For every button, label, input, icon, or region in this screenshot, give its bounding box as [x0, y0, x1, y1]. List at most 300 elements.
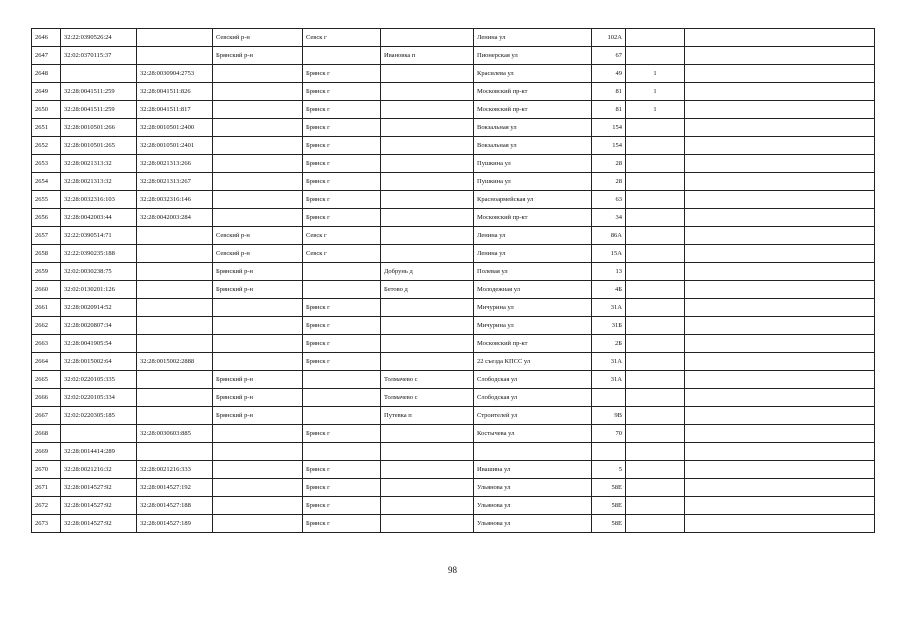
street-cell: Ленина ул — [474, 29, 592, 47]
district-cell — [213, 137, 303, 155]
settlement-cell: Добрунь д — [381, 263, 474, 281]
district-cell: Севский р-н — [213, 245, 303, 263]
row-number-cell: 2657 — [32, 227, 61, 245]
street-cell: Молодежная ул — [474, 281, 592, 299]
house-number-cell: 102А — [592, 29, 626, 47]
cadastral-number-cell: 32:28:0021216:32 — [61, 461, 137, 479]
apartment-cell — [626, 191, 685, 209]
row-number-cell: 2654 — [32, 173, 61, 191]
table-row — [32, 65, 875, 83]
street-cell: Мичурина ул — [474, 317, 592, 335]
apartment-cell — [626, 407, 685, 425]
row-number-cell: 2655 — [32, 191, 61, 209]
settlement-cell — [381, 479, 474, 497]
building-cadastral-number-cell — [137, 389, 213, 407]
row-number-cell: 2665 — [32, 371, 61, 389]
district-cell — [213, 299, 303, 317]
building-cadastral-number-cell: 32:28:0010501:2401 — [137, 137, 213, 155]
district-cell: Брянский р-н — [213, 389, 303, 407]
settlement-cell — [381, 83, 474, 101]
note-cell — [685, 227, 875, 245]
building-cadastral-number-cell: 32:28:0032316:146 — [137, 191, 213, 209]
building-cadastral-number-cell: 32:28:0030904:2753 — [137, 65, 213, 83]
note-cell — [685, 497, 875, 515]
street-cell: Красилева ул — [474, 65, 592, 83]
city-cell: Брянск г — [303, 299, 381, 317]
apartment-cell: 1 — [626, 101, 685, 119]
settlement-cell — [381, 443, 474, 461]
district-cell: Севский р-н — [213, 227, 303, 245]
cadastral-number-cell: 32:28:0041511:259 — [61, 83, 137, 101]
street-cell: Пионерская ул — [474, 47, 592, 65]
note-cell — [685, 191, 875, 209]
building-cadastral-number-cell: 32:28:0041511:817 — [137, 101, 213, 119]
cadastral-number-cell: 32:28:0042003:44 — [61, 209, 137, 227]
building-cadastral-number-cell: 32:28:0030603:885 — [137, 425, 213, 443]
street-cell: Ульянова ул — [474, 515, 592, 533]
cadastral-number-cell: 32:28:0032316:103 — [61, 191, 137, 209]
row-number-cell: 2664 — [32, 353, 61, 371]
apartment-cell: 1 — [626, 83, 685, 101]
row-number-cell: 2656 — [32, 209, 61, 227]
city-cell — [303, 47, 381, 65]
settlement-cell — [381, 65, 474, 83]
city-cell: Брянск г — [303, 119, 381, 137]
house-number-cell: 67 — [592, 47, 626, 65]
apartment-cell — [626, 443, 685, 461]
row-number-cell: 2659 — [32, 263, 61, 281]
house-number-cell: 58Е — [592, 479, 626, 497]
building-cadastral-number-cell — [137, 299, 213, 317]
addresses-table — [31, 28, 875, 533]
note-cell — [685, 299, 875, 317]
cadastral-number-cell: 32:28:0041905:54 — [61, 335, 137, 353]
street-cell: Московский пр-кт — [474, 83, 592, 101]
note-cell — [685, 425, 875, 443]
city-cell: Брянск г — [303, 65, 381, 83]
table-row — [32, 101, 875, 119]
city-cell: Брянск г — [303, 353, 381, 371]
cadastral-number-cell: 32:28:0015002:64 — [61, 353, 137, 371]
apartment-cell — [626, 29, 685, 47]
house-number-cell: 154 — [592, 119, 626, 137]
street-cell: Слободская ул — [474, 371, 592, 389]
apartment-cell — [626, 263, 685, 281]
apartment-cell — [626, 389, 685, 407]
district-cell — [213, 515, 303, 533]
row-number-cell: 2671 — [32, 479, 61, 497]
building-cadastral-number-cell — [137, 407, 213, 425]
house-number-cell — [592, 443, 626, 461]
district-cell — [213, 173, 303, 191]
apartment-cell — [626, 209, 685, 227]
street-cell: Пушкина ул — [474, 155, 592, 173]
table-row — [32, 155, 875, 173]
table-row — [32, 461, 875, 479]
city-cell: Брянск г — [303, 209, 381, 227]
house-number-cell: 28 — [592, 155, 626, 173]
settlement-cell — [381, 515, 474, 533]
street-cell: Костычева ул — [474, 425, 592, 443]
note-cell — [685, 353, 875, 371]
district-cell — [213, 353, 303, 371]
apartment-cell — [626, 353, 685, 371]
city-cell: Брянск г — [303, 155, 381, 173]
row-number-cell: 2670 — [32, 461, 61, 479]
note-cell — [685, 263, 875, 281]
house-number-cell: 5 — [592, 461, 626, 479]
building-cadastral-number-cell: 32:28:0010501:2400 — [137, 119, 213, 137]
note-cell — [685, 155, 875, 173]
house-number-cell: 4Б — [592, 281, 626, 299]
row-number-cell: 2667 — [32, 407, 61, 425]
note-cell — [685, 461, 875, 479]
district-cell — [213, 461, 303, 479]
house-number-cell: 31Б — [592, 317, 626, 335]
district-cell: Севский р-н — [213, 29, 303, 47]
apartment-cell — [626, 371, 685, 389]
city-cell: Севск г — [303, 227, 381, 245]
settlement-cell — [381, 119, 474, 137]
row-number-cell: 2650 — [32, 101, 61, 119]
settlement-cell — [381, 461, 474, 479]
district-cell — [213, 119, 303, 137]
city-cell — [303, 281, 381, 299]
street-cell: Ленина ул — [474, 245, 592, 263]
apartment-cell — [626, 173, 685, 191]
house-number-cell: 31А — [592, 353, 626, 371]
building-cadastral-number-cell — [137, 263, 213, 281]
settlement-cell — [381, 173, 474, 191]
note-cell — [685, 281, 875, 299]
district-cell — [213, 83, 303, 101]
house-number-cell: 81 — [592, 101, 626, 119]
apartment-cell — [626, 335, 685, 353]
city-cell: Брянск г — [303, 137, 381, 155]
row-number-cell: 2661 — [32, 299, 61, 317]
table-row — [32, 263, 875, 281]
apartment-cell — [626, 461, 685, 479]
table-row — [32, 515, 875, 533]
table-row — [32, 353, 875, 371]
street-cell: 22 съезда КПСС ул — [474, 353, 592, 371]
building-cadastral-number-cell — [137, 281, 213, 299]
city-cell: Брянск г — [303, 479, 381, 497]
row-number-cell: 2666 — [32, 389, 61, 407]
note-cell — [685, 101, 875, 119]
district-cell: Брянский р-н — [213, 371, 303, 389]
district-cell — [213, 191, 303, 209]
note-cell — [685, 407, 875, 425]
cadastral-number-cell: 32:02:0220105:335 — [61, 371, 137, 389]
table-row — [32, 299, 875, 317]
house-number-cell: 31А — [592, 299, 626, 317]
table-row — [32, 479, 875, 497]
city-cell: Брянск г — [303, 173, 381, 191]
note-cell — [685, 371, 875, 389]
cadastral-number-cell: 32:28:0014527:92 — [61, 497, 137, 515]
building-cadastral-number-cell: 32:28:0042003:284 — [137, 209, 213, 227]
building-cadastral-number-cell — [137, 29, 213, 47]
city-cell: Брянск г — [303, 191, 381, 209]
street-cell: Ульянова ул — [474, 479, 592, 497]
row-number-cell: 2672 — [32, 497, 61, 515]
cadastral-number-cell — [61, 65, 137, 83]
apartment-cell: 1 — [626, 65, 685, 83]
cadastral-number-cell: 32:22:0390235:188 — [61, 245, 137, 263]
city-cell: Брянск г — [303, 497, 381, 515]
settlement-cell — [381, 209, 474, 227]
settlement-cell: Толмачево с — [381, 389, 474, 407]
building-cadastral-number-cell — [137, 371, 213, 389]
table-row — [32, 191, 875, 209]
street-cell: Слободская ул — [474, 389, 592, 407]
table-row — [32, 317, 875, 335]
note-cell — [685, 443, 875, 461]
house-number-cell: 58Е — [592, 515, 626, 533]
district-cell — [213, 479, 303, 497]
district-cell: Брянский р-н — [213, 281, 303, 299]
house-number-cell: 86А — [592, 227, 626, 245]
house-number-cell: 81 — [592, 83, 626, 101]
house-number-cell: 2Б — [592, 335, 626, 353]
street-cell — [474, 443, 592, 461]
row-number-cell: 2668 — [32, 425, 61, 443]
cadastral-number-cell: 32:28:0010501:265 — [61, 137, 137, 155]
note-cell — [685, 29, 875, 47]
district-cell — [213, 65, 303, 83]
apartment-cell — [626, 227, 685, 245]
house-number-cell: 70 — [592, 425, 626, 443]
city-cell — [303, 389, 381, 407]
city-cell: Брянск г — [303, 461, 381, 479]
cadastral-number-cell: 32:02:0220105:334 — [61, 389, 137, 407]
house-number-cell: 34 — [592, 209, 626, 227]
cadastral-number-cell: 32:28:0041511:259 — [61, 101, 137, 119]
settlement-cell — [381, 317, 474, 335]
district-cell: Брянский р-н — [213, 407, 303, 425]
row-number-cell: 2653 — [32, 155, 61, 173]
row-number-cell: 2662 — [32, 317, 61, 335]
street-cell: Мичурина ул — [474, 299, 592, 317]
city-cell — [303, 407, 381, 425]
building-cadastral-number-cell: 32:28:0021313:266 — [137, 155, 213, 173]
city-cell: Севск г — [303, 29, 381, 47]
row-number-cell: 2652 — [32, 137, 61, 155]
street-cell: Ленина ул — [474, 227, 592, 245]
house-number-cell — [592, 389, 626, 407]
note-cell — [685, 83, 875, 101]
table-row — [32, 137, 875, 155]
row-number-cell: 2648 — [32, 65, 61, 83]
apartment-cell — [626, 119, 685, 137]
city-cell — [303, 263, 381, 281]
table-row — [32, 407, 875, 425]
page-number: 98 — [448, 565, 457, 575]
city-cell: Брянск г — [303, 425, 381, 443]
district-cell — [213, 335, 303, 353]
apartment-cell — [626, 137, 685, 155]
apartment-cell — [626, 497, 685, 515]
cadastral-number-cell: 32:02:0220305:185 — [61, 407, 137, 425]
table-row — [32, 173, 875, 191]
table-row — [32, 371, 875, 389]
table-row — [32, 389, 875, 407]
house-number-cell: 15А — [592, 245, 626, 263]
cadastral-number-cell: 32:28:0021313:32 — [61, 173, 137, 191]
settlement-cell: Ивановка п — [381, 47, 474, 65]
district-cell: Брянский р-н — [213, 263, 303, 281]
street-cell: Строителей ул — [474, 407, 592, 425]
cadastral-number-cell: 32:28:0014414:289 — [61, 443, 137, 461]
house-number-cell: 58Е — [592, 497, 626, 515]
table-row — [32, 245, 875, 263]
table-row — [32, 29, 875, 47]
house-number-cell: 31А — [592, 371, 626, 389]
building-cadastral-number-cell — [137, 443, 213, 461]
note-cell — [685, 515, 875, 533]
note-cell — [685, 209, 875, 227]
note-cell — [685, 245, 875, 263]
apartment-cell — [626, 299, 685, 317]
settlement-cell — [381, 227, 474, 245]
settlement-cell — [381, 497, 474, 515]
settlement-cell — [381, 155, 474, 173]
cadastral-number-cell: 32:28:0020914:52 — [61, 299, 137, 317]
house-number-cell: 63 — [592, 191, 626, 209]
city-cell: Брянск г — [303, 101, 381, 119]
table-row — [32, 227, 875, 245]
district-cell — [213, 101, 303, 119]
building-cadastral-number-cell — [137, 335, 213, 353]
table-row — [32, 335, 875, 353]
settlement-cell — [381, 299, 474, 317]
settlement-cell — [381, 101, 474, 119]
apartment-cell — [626, 155, 685, 173]
apartment-cell — [626, 425, 685, 443]
street-cell: Московский пр-кт — [474, 335, 592, 353]
note-cell — [685, 173, 875, 191]
building-cadastral-number-cell: 32:28:0014527:192 — [137, 479, 213, 497]
building-cadastral-number-cell: 32:28:0014527:188 — [137, 497, 213, 515]
house-number-cell: 49 — [592, 65, 626, 83]
note-cell — [685, 317, 875, 335]
row-number-cell: 2660 — [32, 281, 61, 299]
cadastral-number-cell: 32:28:0014527:92 — [61, 479, 137, 497]
table-row — [32, 119, 875, 137]
row-number-cell: 2669 — [32, 443, 61, 461]
table-row — [32, 443, 875, 461]
building-cadastral-number-cell: 32:28:0015002:2888 — [137, 353, 213, 371]
note-cell — [685, 119, 875, 137]
row-number-cell: 2647 — [32, 47, 61, 65]
apartment-cell — [626, 281, 685, 299]
street-cell: Вокзальная ул — [474, 119, 592, 137]
settlement-cell — [381, 353, 474, 371]
cadastral-number-cell: 32:02:0030238:75 — [61, 263, 137, 281]
table-row — [32, 209, 875, 227]
cadastral-number-cell — [61, 425, 137, 443]
row-number-cell: 2646 — [32, 29, 61, 47]
settlement-cell: Бетово д — [381, 281, 474, 299]
building-cadastral-number-cell — [137, 245, 213, 263]
building-cadastral-number-cell — [137, 47, 213, 65]
street-cell: Полевая ул — [474, 263, 592, 281]
settlement-cell — [381, 335, 474, 353]
cadastral-number-cell: 32:22:0390514:71 — [61, 227, 137, 245]
note-cell — [685, 479, 875, 497]
street-cell: Московский пр-кт — [474, 209, 592, 227]
district-cell — [213, 209, 303, 227]
apartment-cell — [626, 515, 685, 533]
settlement-cell: Толмачево с — [381, 371, 474, 389]
city-cell: Брянск г — [303, 335, 381, 353]
building-cadastral-number-cell: 32:28:0041511:826 — [137, 83, 213, 101]
building-cadastral-number-cell: 32:28:0014527:189 — [137, 515, 213, 533]
settlement-cell — [381, 245, 474, 263]
city-cell: Брянск г — [303, 515, 381, 533]
cadastral-number-cell: 32:02:0370115:37 — [61, 47, 137, 65]
settlement-cell — [381, 137, 474, 155]
row-number-cell: 2673 — [32, 515, 61, 533]
row-number-cell: 2663 — [32, 335, 61, 353]
street-cell: Ивашина ул — [474, 461, 592, 479]
building-cadastral-number-cell: 32:28:0021313:267 — [137, 173, 213, 191]
city-cell: Брянск г — [303, 83, 381, 101]
table-row — [32, 425, 875, 443]
street-cell: Вокзальная ул — [474, 137, 592, 155]
district-cell — [213, 497, 303, 515]
apartment-cell — [626, 47, 685, 65]
cadastral-number-cell: 32:28:0020807:34 — [61, 317, 137, 335]
house-number-cell: 9В — [592, 407, 626, 425]
settlement-cell — [381, 191, 474, 209]
apartment-cell — [626, 317, 685, 335]
street-cell: Московский пр-кт — [474, 101, 592, 119]
cadastral-number-cell: 32:28:0014527:92 — [61, 515, 137, 533]
street-cell: Пушкина ул — [474, 173, 592, 191]
district-cell — [213, 443, 303, 461]
apartment-cell — [626, 245, 685, 263]
city-cell — [303, 443, 381, 461]
street-cell: Красноармейская ул — [474, 191, 592, 209]
note-cell — [685, 65, 875, 83]
table-row — [32, 47, 875, 65]
note-cell — [685, 47, 875, 65]
cadastral-number-cell: 32:02:0130201:126 — [61, 281, 137, 299]
building-cadastral-number-cell: 32:28:0021216:333 — [137, 461, 213, 479]
cadastral-number-cell: 32:28:0021313:32 — [61, 155, 137, 173]
city-cell — [303, 371, 381, 389]
table-row — [32, 281, 875, 299]
row-number-cell: 2651 — [32, 119, 61, 137]
city-cell: Севск г — [303, 245, 381, 263]
note-cell — [685, 335, 875, 353]
table-body — [32, 29, 875, 533]
district-cell — [213, 155, 303, 173]
row-number-cell: 2658 — [32, 245, 61, 263]
settlement-cell — [381, 29, 474, 47]
table-row — [32, 83, 875, 101]
row-number-cell: 2649 — [32, 83, 61, 101]
cadastral-number-cell: 32:28:0010501:266 — [61, 119, 137, 137]
house-number-cell: 154 — [592, 137, 626, 155]
settlement-cell: Путевка п — [381, 407, 474, 425]
house-number-cell: 13 — [592, 263, 626, 281]
building-cadastral-number-cell — [137, 227, 213, 245]
note-cell — [685, 389, 875, 407]
house-number-cell: 28 — [592, 173, 626, 191]
